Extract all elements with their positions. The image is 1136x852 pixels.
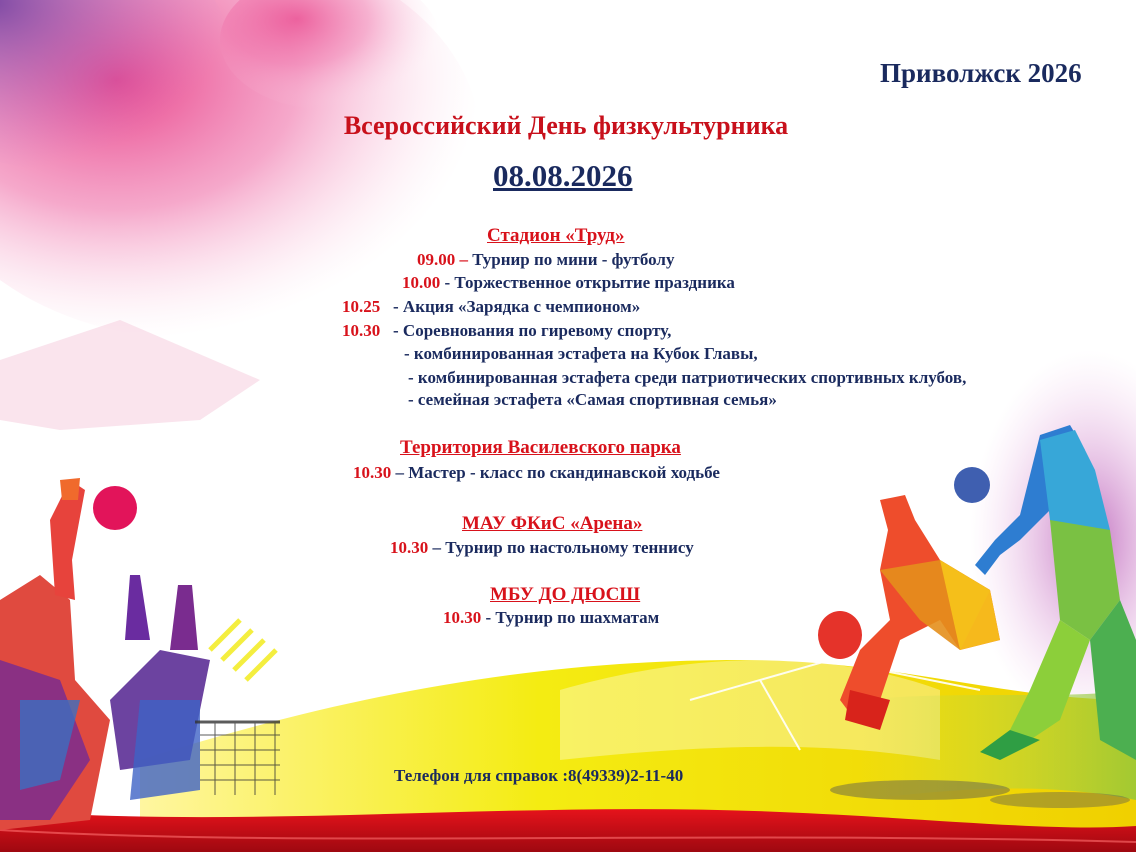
venue-arena-title: МАУ ФКиС «Арена» [462, 513, 643, 534]
venue-school-title: МБУ ДО ДЮСШ [490, 584, 641, 605]
schedule-line [390, 538, 694, 558]
venue-park-title: Территория Василевского парка [400, 437, 681, 458]
schedule-separator: – [455, 250, 473, 269]
schedule-separator: - [481, 608, 496, 627]
schedule-activity: Мастер - класс по скандинавской ходьбе [408, 463, 720, 482]
schedule-line [402, 273, 735, 293]
schedule-time: 10.30 [390, 538, 429, 557]
schedule-activity: Турнир по шахматам [495, 608, 660, 627]
schedule-separator: - [380, 297, 403, 316]
schedule-line [443, 608, 659, 628]
schedule-activity: Соревнования по гиревому спорту, [402, 321, 672, 340]
schedule-line: - комбинированная эстафета среди патриотических спортивных клубов, [408, 368, 967, 387]
contact-phone: Телефон для справок :8(49339)2-11-40 [394, 766, 684, 785]
schedule-time: 10.30 [353, 463, 392, 482]
event-date: 08.08.2026 [493, 158, 633, 193]
event-title [0, 111, 1136, 141]
venue-stadium-title: Стадион «Труд» [487, 225, 625, 246]
schedule-line [353, 463, 720, 483]
schedule-time: 10.30 [443, 608, 482, 627]
schedule-separator: – [428, 538, 446, 557]
schedule-time: 10.00 [402, 273, 441, 292]
schedule-line [342, 321, 671, 341]
schedule-activity: Акция «Зарядка с чемпионом» [402, 297, 641, 316]
city-year-title: Приволжск 2026 [880, 58, 1082, 88]
schedule-line: - комбинированная эстафета на Кубок Главы, [404, 344, 758, 363]
schedule-separator: – [391, 463, 409, 482]
event-title-text: Всероссийский День физкультурника [343, 111, 789, 140]
schedule-line [417, 250, 674, 270]
schedule-line: - семейная эстафета «Самая спортивная семья» [408, 390, 777, 409]
schedule-activity: Турнир по настольному теннису [445, 538, 694, 557]
volleyball-player-left-illustration [0, 478, 210, 830]
schedule-activity: Торжественное открытие праздника [454, 273, 735, 292]
schedule-separator: - [380, 321, 403, 340]
schedule-time: 09.00 [417, 250, 456, 269]
schedule-separator: - [440, 273, 455, 292]
schedule-time: 10.30 [342, 321, 381, 340]
schedule-line [342, 297, 640, 317]
schedule-time: 10.25 [342, 297, 381, 316]
schedule-activity: Турнир по мини - футболу [472, 250, 675, 269]
